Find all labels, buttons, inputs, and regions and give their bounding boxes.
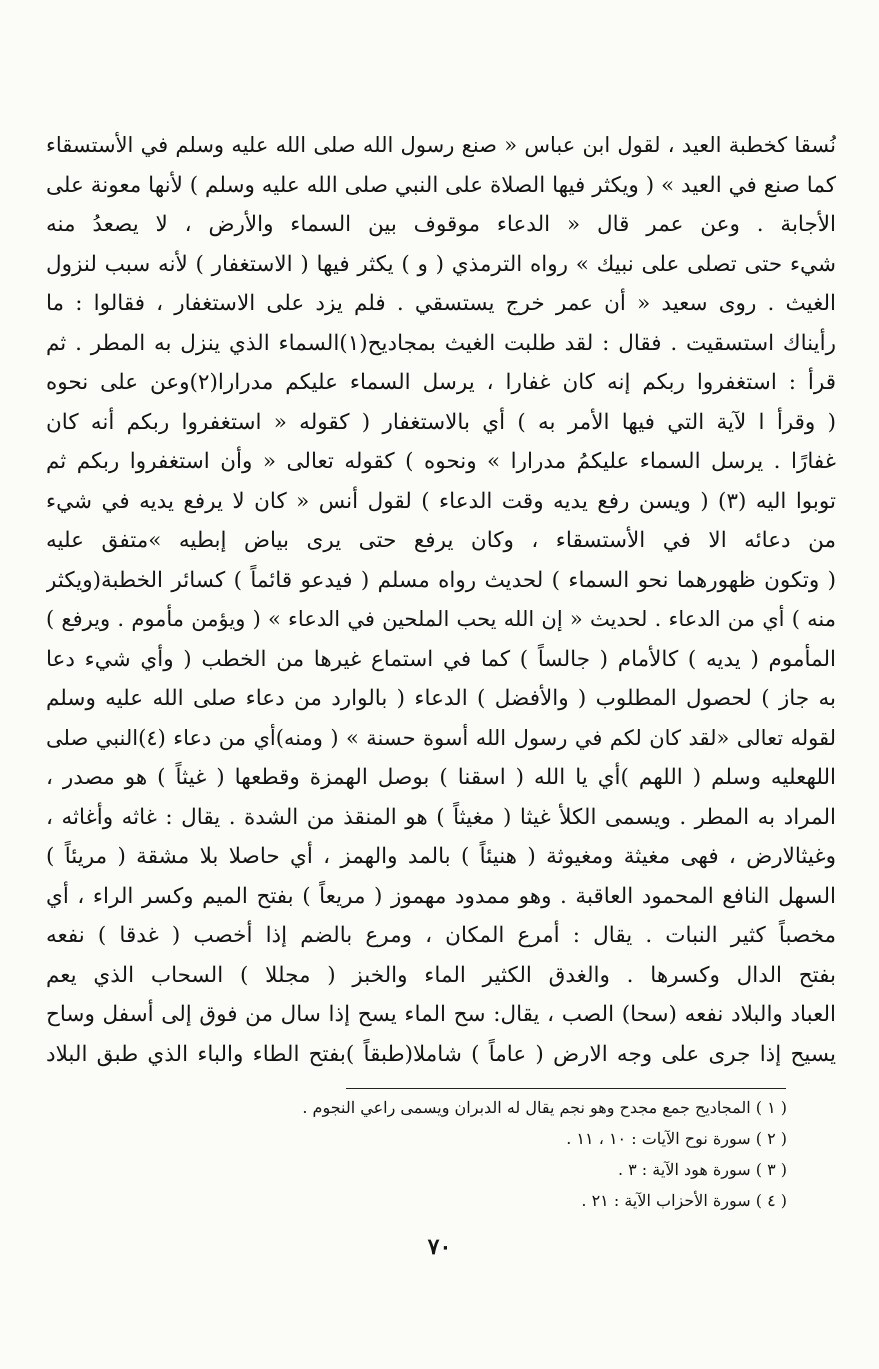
text-line: السهل النافع المحمود العاقبة . وهو ممدود مهموز ( مريعاً ) بفتح الميم وكسر الراء ، أي [46, 883, 836, 909]
text-line: شيء حتى تصلى على نبيك » رواه الترمذي ( و ) يكثر فيها ( الاستغفار ) لأنه سبب لنزول [46, 251, 836, 277]
text-line: لقوله تعالى «لقد كان لكم في رسول الله أسوة حسنة » ( ومنه)أي من دعاء (٤)النبي صلى [46, 725, 836, 750]
text-line: المراد به المطر . ويسمى الكلأ غيثا ( مغيثاً ) هو المنقذ من الشدة . يقال : غاثه وأغاثه ، [46, 804, 836, 830]
text-line: يسيح إذا جرى على وجه الارض ( عاماً ) شاملا(طبقاً )بفتح الطاء والباء الذي طبق البلاد [46, 1041, 836, 1067]
footnotes [227, 1092, 787, 1216]
main-text [46, 126, 836, 1074]
text-line: الأجابة . وعن عمر قال « الدعاء موقوف بين السماء والأرض ، لا يصعدُ منه [46, 212, 836, 237]
text-line: الغيث . روى سعيد « أن عمر خرج يستسقي . فلم يزد على الاستغفار ، فقالوا : ما [46, 291, 836, 316]
text-line: اللهعليه وسلم ( اللهم )أي يا الله ( اسقنا ) بوصل الهمزة وقطعها ( غيثاً ) هو مصدر ، [46, 765, 836, 790]
text-line: به جاز ) لحصول المطلوب ( والأفضل ) الدعاء ( بالوارد من دعاء صلى الله عليه وسلم [46, 686, 836, 711]
text-line: منه ) أي من الدعاء . لحديث « إن الله يحب الملحين في الدعاء » ( ويؤمن مأموم . ويرفع ) [46, 607, 836, 631]
footnote-3: ( ٣ ) سورة هود الآية : ٣ . [617, 1160, 787, 1179]
text-line: بفتح الدال وكسرها . والغدق الكثير الماء والخبز ( مجللا ) السحاب الذي يعم [46, 962, 836, 988]
text-line: وغيثالارض ، فهى مغيثة ومغيوثة ( هنيئاً ) بالمد والهمز ، أي حاصلا بلا مشقة ( مريئاً ) [46, 844, 836, 869]
text-line: المأموم ( يديه ) كالأمام ( جالساً ) كما في استماع غيرها من الخطب ( وأي شيء دعا [46, 646, 836, 672]
text-line: العباد والبلاد نفعه (سحا) الصب ، يقال: سح الماء يسح إذا سال من فوق إلى أسفل وساح [46, 1002, 836, 1027]
text-line: مخصباً كثير النبات . يقال : أمرع المكان ، ومرع بالضم إذا أخصب ( غدقا ) نفعه [46, 923, 836, 948]
footnote-4: ( ٤ ) سورة الأحزاب الآية : ٢١ . [581, 1191, 787, 1210]
text-line: من دعائه الا في الأستسقاء ، وكان يرفع حتى يرى بياض إبطيه »متفق عليه [46, 528, 836, 553]
text-line: توبوا اليه (٣) ( ويسن رفع يديه وقت الدعاء ) لقول أنس « كان لا يرفع يديه في شيء [46, 488, 836, 514]
text-line: رأيناك استسقيت . فقال : لقد طلبت الغيث بمجاديح(١)السماء الذي ينزل به المطر . ثم [46, 330, 836, 356]
text-line: قرأ : استغفروا ربكم إنه كان غفارا ، يرسل السماء عليكم مدرارا(٢)وعن على نحوه [46, 370, 836, 395]
text-line: غفارًا . يرسل السماء عليكمُ مدرارا » ونحوه ) كقوله تعالى « وأن استغفروا ربكم ثم [46, 449, 836, 474]
page-number: ٧٠ [427, 1234, 452, 1260]
text-line: ( وقرأ ا لآية التي فيها الأمر به ) أي بالاستغفار ( كقوله « استغفروا ربكم أنه كان [46, 409, 836, 435]
footnote-2: ( ٢ ) سورة نوح الآيات : ١٠ ، ١١ . [566, 1129, 787, 1148]
text-line: ( وتكون ظهورهما نحو السماء ) لحديث رواه مسلم ( فيدعو قائماً ) كسائر الخطبة(ويكثر [46, 567, 836, 593]
text-line: كما صنع في العيد » ( ويكثر فيها الصلاة على النبي صلى الله عليه وسلم ) لأنها معونة على [46, 172, 836, 198]
footnote-1: ( ١ ) المجاديح جمع مجدح وهو نجم يقال له الدبران ويسمى راعي النجوم . [302, 1098, 787, 1117]
footnote-separator [346, 1088, 786, 1089]
text-line: نُسقا كخطبة العيد ، لقول ابن عباس « صنع رسول الله صلى الله عليه وسلم في الأستسقاء [46, 133, 836, 157]
